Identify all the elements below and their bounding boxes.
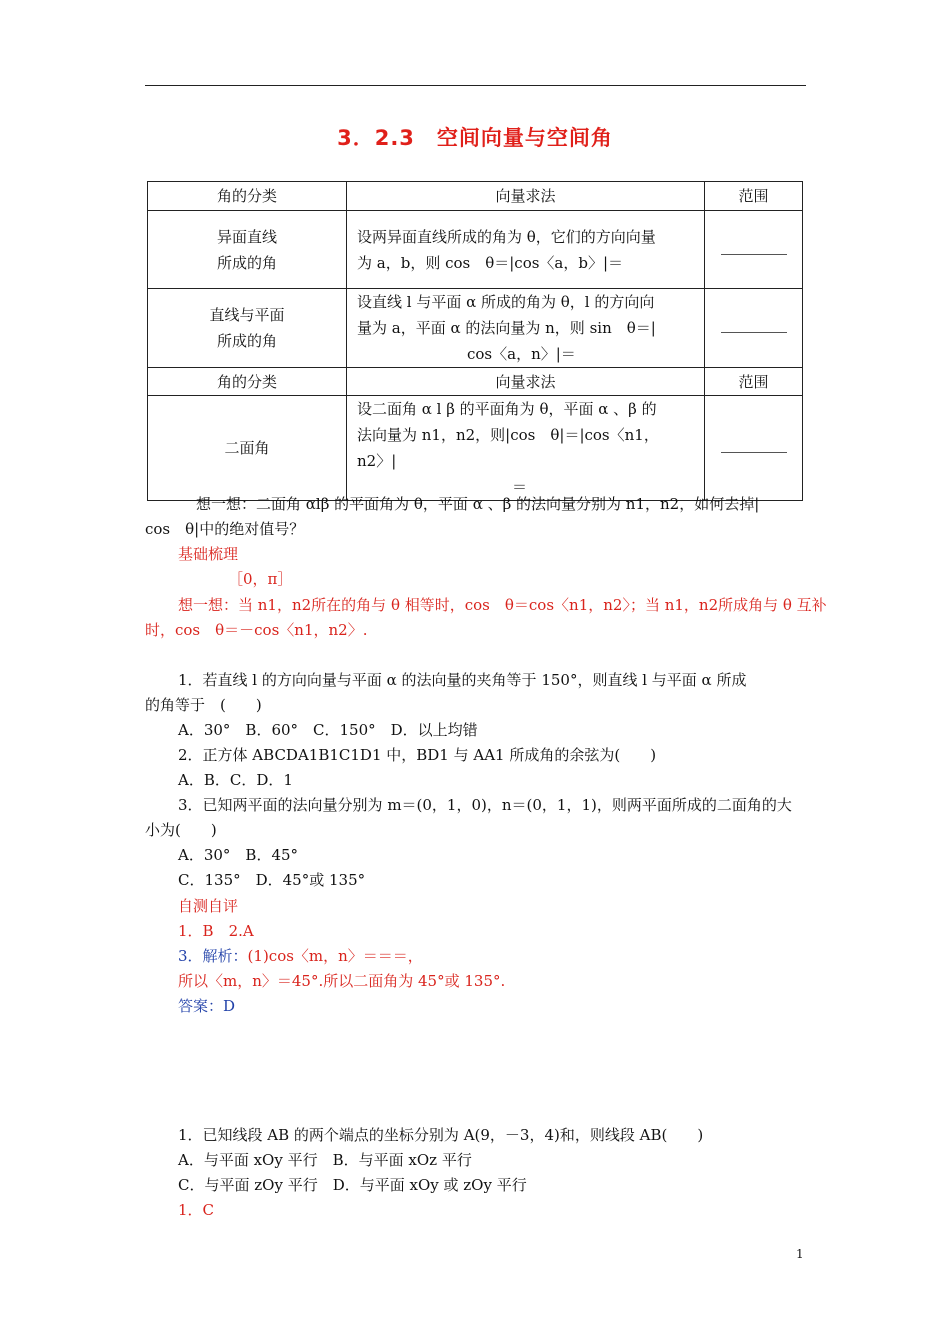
question-3: 3．已知两平面的法向量分别为 m＝(0，1，0)，n＝(0，1，1)，则两平面所成的二面角的大 bbox=[178, 796, 792, 814]
range-answer: ［0，π］ bbox=[228, 570, 293, 588]
header-kind: 角的分类 bbox=[148, 182, 347, 211]
basics-heading: 基础梳理 bbox=[178, 545, 239, 563]
practice-question: 1．已知线段 AB 的两个端点的坐标分别为 A(9，－3，4)和，则线段 AB( ) bbox=[178, 1126, 704, 1144]
row-method: 设两异面直线所成的角为 θ，它们的方向向量 为 a，b，则 cos θ＝|cos〈a，b〉|＝ bbox=[347, 211, 705, 289]
question-2-options: A．B．C．D．1 bbox=[178, 771, 293, 789]
think-question: 想一想：二面角 αlβ 的平面角为 θ，平面 α 、β 的法向量分别为 n1，n2，如何去掉| bbox=[196, 495, 760, 513]
selftest-q3: 3．解析：(1)cos〈m，n〉＝＝＝， bbox=[178, 947, 423, 965]
practice-answer: 1．C bbox=[178, 1201, 215, 1219]
table-row bbox=[148, 211, 803, 289]
row-kind: 二面角 bbox=[148, 396, 347, 501]
table-header-row bbox=[148, 182, 803, 211]
selftest-heading: 自测自评 bbox=[178, 897, 239, 915]
header-range: 范围 bbox=[705, 182, 803, 211]
question-1-cont: 的角等于 ( ) bbox=[145, 696, 262, 714]
selftest-answers: 1．B 2.A bbox=[178, 922, 254, 940]
selftest-final-answer: 答案：D bbox=[178, 997, 236, 1015]
page-number: 1 bbox=[796, 1247, 804, 1261]
question-2: 2．正方体 ABCDA1B1C1D1 中，BD1 与 AA1 所成角的余弦为( ) bbox=[178, 746, 657, 764]
table-header-row bbox=[148, 368, 803, 396]
selftest-q3-cont: 所以〈m，n〉＝45°.所以二面角为 45°或 135°. bbox=[178, 972, 506, 990]
header-rule bbox=[145, 85, 806, 86]
question-3-options-a: A．30° B．45° bbox=[178, 846, 299, 864]
think-answer-cont: 时，cos θ＝－cos〈n1，n2〉. bbox=[145, 621, 368, 639]
practice-options-a: A．与平面 xOy 平行 B．与平面 xOz 平行 bbox=[178, 1151, 472, 1169]
header-method: 向量求法 bbox=[347, 182, 705, 211]
question-3-cont: 小为( ) bbox=[145, 821, 217, 839]
row-kind: 异面直线 所成的角 bbox=[148, 211, 347, 289]
table-row bbox=[148, 396, 803, 501]
row-kind: 直线与平面 所成的角 bbox=[148, 289, 347, 368]
table-row bbox=[148, 289, 803, 368]
row-method: 设直线 l 与平面 α 所成的角为 θ，l 的方向向 量为 a，平面 α 的法向量为 n，则 sin θ＝| cos〈a，n〉|＝ bbox=[347, 289, 705, 368]
think-answer: 想一想：当 n1，n2所在的角与 θ 相等时，cos θ＝cos〈n1，n2〉；当 n1，n2所成角与 θ 互补 bbox=[178, 596, 827, 614]
question-3-options-b: C．135° D．45°或 135° bbox=[178, 871, 366, 889]
angle-method-table bbox=[147, 181, 803, 501]
question-1-options: A．30° B．60° C．150° D．以上均错 bbox=[178, 721, 478, 739]
range-blank bbox=[705, 289, 803, 368]
header-range: 范围 bbox=[705, 368, 803, 396]
think-question-cont: cos θ|中的绝对值号？ bbox=[145, 520, 305, 538]
row-method: 设二面角 α l β 的平面角为 θ，平面 α 、β 的 法向量为 n1，n2，则|cos θ|＝|cos〈n1，n2〉| ＝ bbox=[347, 396, 705, 501]
range-blank bbox=[705, 396, 803, 501]
page-title: 3．2.3 空间向量与空间角 bbox=[337, 126, 613, 150]
header-kind: 角的分类 bbox=[148, 368, 347, 396]
question-1: 1．若直线 l 的方向向量与平面 α 的法向量的夹角等于 150°，则直线 l 与平面 α 所成 bbox=[178, 671, 747, 689]
header-method: 向量求法 bbox=[347, 368, 705, 396]
range-blank bbox=[705, 211, 803, 289]
practice-options-b: C．与平面 zOy 平行 D．与平面 xOy 或 zOy 平行 bbox=[178, 1176, 527, 1194]
